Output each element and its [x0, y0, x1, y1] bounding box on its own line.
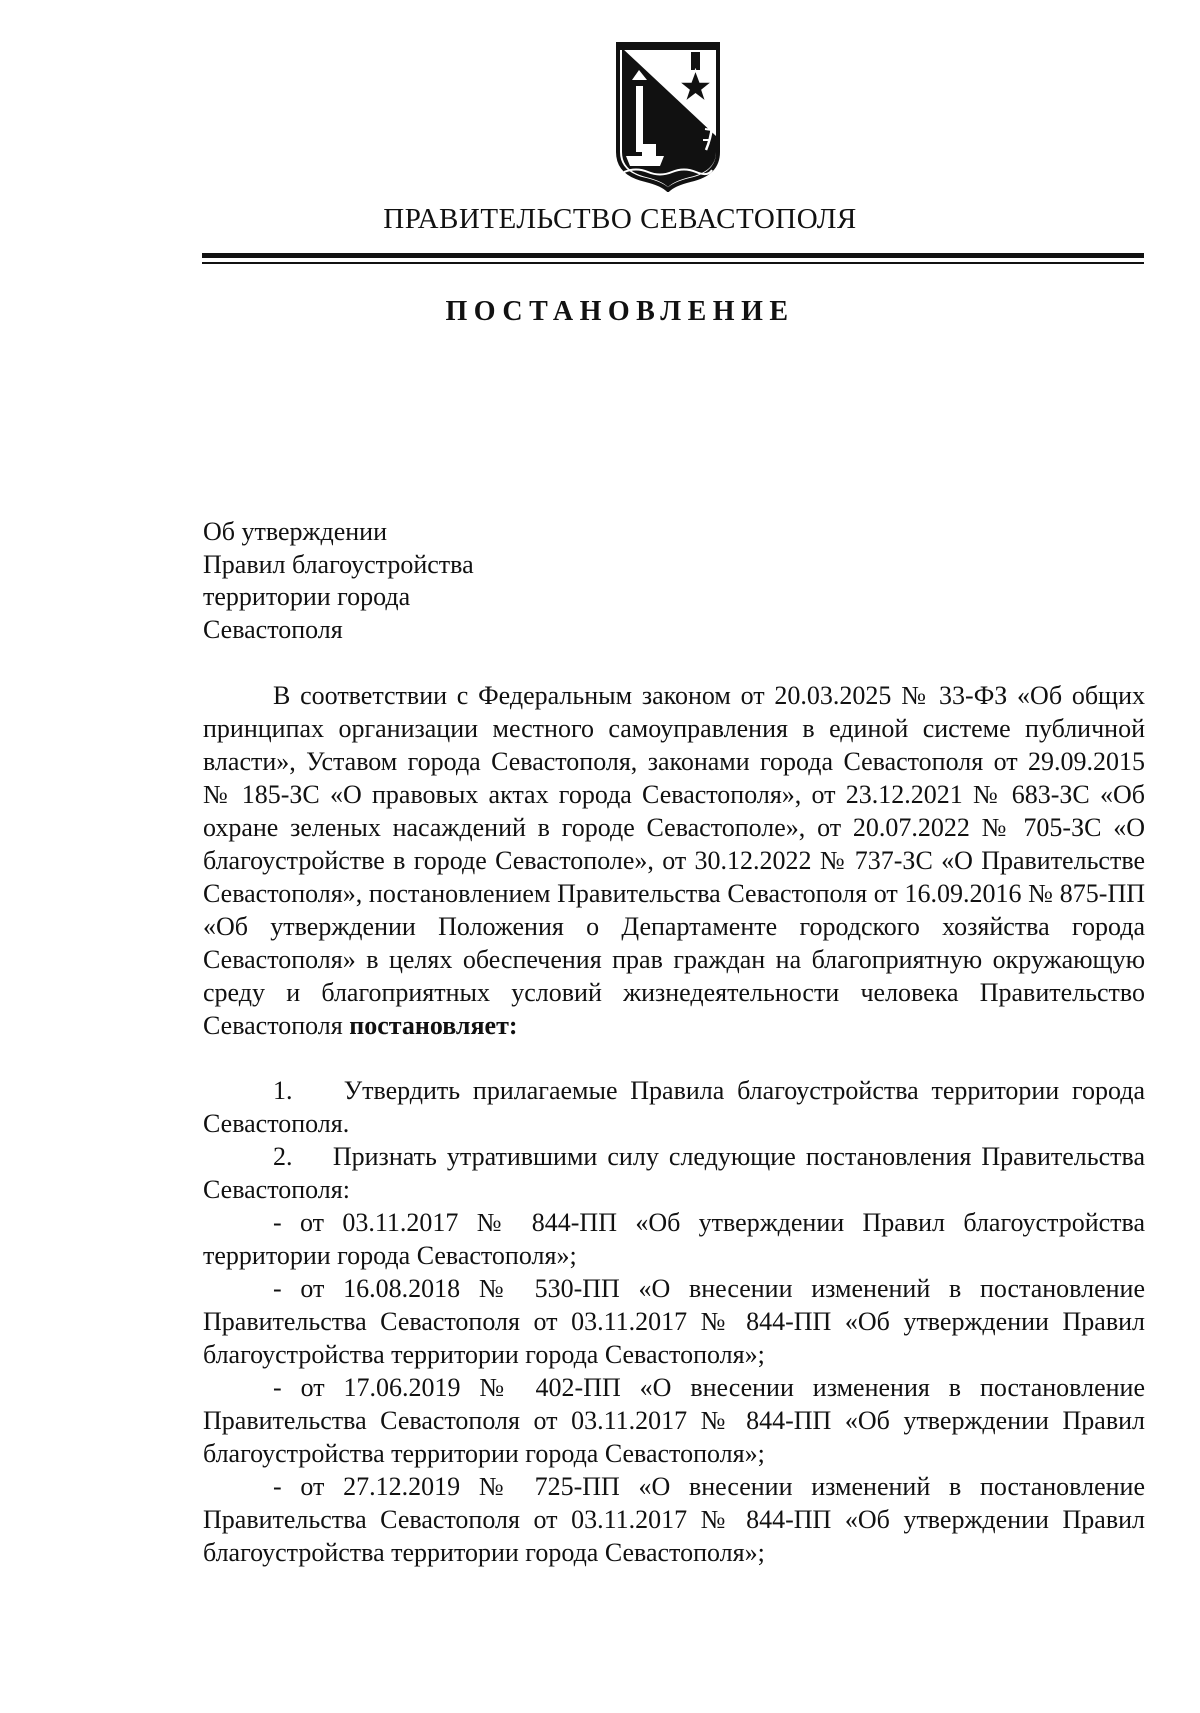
preamble-paragraph [203, 679, 1145, 1042]
paragraph-gap [203, 1042, 1145, 1074]
repealed-act: - от 16.08.2018 № 530-ПП «О внесении изменений в постановление Правительства Севастополя от 03.11.2017 № 844-ПП «Об утверждении Правил благоустройства территории города Севастополя»; [203, 1274, 1145, 1369]
list-item [203, 1074, 1145, 1140]
subject-line: Об утверждении [203, 517, 388, 546]
repealed-act: - от 27.12.2019 № 725-ПП «О внесении изменений в постановление Правительства Севастополя от 03.11.2017 № 844-ПП «Об утверждении Правил благоустройства территории города Севастополя»; [203, 1472, 1145, 1567]
preamble-text: В соответствии с Федеральным законом от 20.03.2025 № 33-ФЗ «Об общих принципах организации местного самоуправления в единой системе публичной власти», Уставом города Севастополя, законами города Севастополя от 29.09.2015 № 185-ЗС «О правовых актах города Севастополя», от 23.12.2021 № 683-ЗС «Об охране зеленых насаждений в городе Севастополе», от 20.07.2022 № 705-ЗС «О благоустройстве в городе Севастополе», от 30.12.2022 № 737-ЗС «О Правительстве Севастополя», постановлением Правительства Севастополя от 16.09.2016 № 875-ПП «Об утверждении Положения о Департаменте городского хозяйства города Севастополя» в целях обеспечения прав граждан на благоприятную окружающую среду и благоприятных условий жизнедеятельности человека Правительство Севастополя [203, 681, 1145, 1040]
repealed-act: - от 03.11.2017 № 844-ПП «Об утверждении Правил благоустройства территории города Севастополя»; [203, 1208, 1145, 1270]
subject-line: Правил благоустройства [203, 549, 474, 579]
sevastopol-coat-of-arms-icon [612, 40, 724, 192]
header-rule-thin [202, 262, 1144, 264]
item-text: Утвердить прилагаемые Правила благоустройства территории города Севастополя. [203, 1076, 1146, 1138]
document-subject [203, 516, 474, 646]
government-title: ПРАВИТЕЛЬСТВО СЕВАСТОПОЛЯ [383, 203, 857, 235]
item-number: 2. [273, 1142, 293, 1171]
subject-line: территории города [203, 582, 411, 611]
document-type-title: ПОСТАНОВЛЕНИЕ [445, 296, 795, 327]
header-rule-thick [202, 253, 1144, 258]
item-text: Признать утратившими силу следующие постановления Правительства Севастополя: [203, 1142, 1146, 1204]
item-number: 1. [273, 1076, 293, 1105]
subject-line: Севастополя [203, 614, 343, 644]
list-item [203, 1140, 1145, 1206]
document-body [203, 679, 1145, 1569]
repealed-act: - от 17.06.2019 № 402-ПП «О внесении изменения в постановление Правительства Севастополя от 03.11.2017 № 844-ПП «Об утверждении Правил благоустройства территории города Севастополя»; [203, 1373, 1145, 1468]
decree-word: постановляет: [349, 1011, 518, 1040]
